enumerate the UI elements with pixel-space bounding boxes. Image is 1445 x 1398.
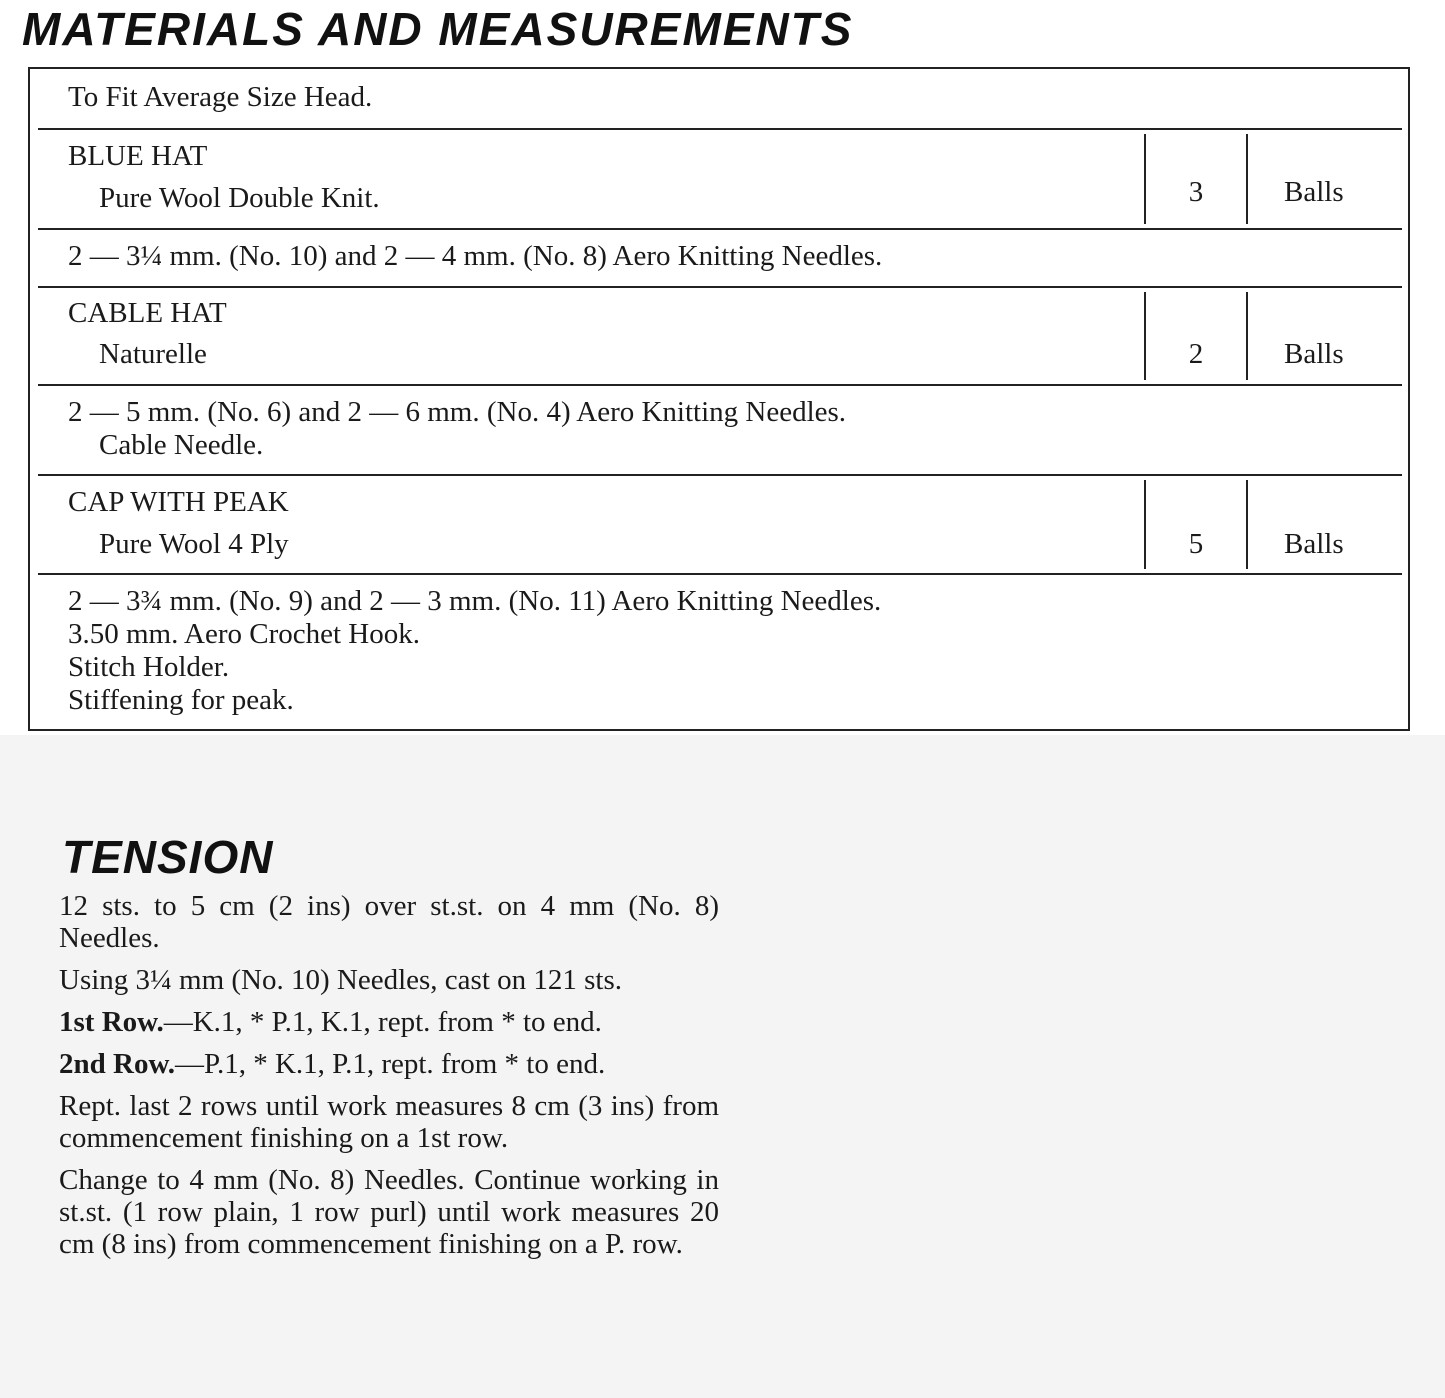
row-text: —K.1, * P.1, K.1, rept. from * to end. [163, 1006, 602, 1038]
quantity-cell [1144, 480, 1248, 569]
equipment-line: Stiffening for peak. [68, 684, 294, 716]
item-name: CAP WITH PEAK [68, 486, 289, 518]
equipment-row-cap-with-peak [38, 575, 1402, 725]
equipment-line: 2 — 3¼ mm. (No. 10) and 2 — 4 mm. (No. 8) Aero Knitting Needles. [68, 240, 883, 272]
tension-paragraph: Rept. last 2 rows until work measures 8 cm (3 ins) from commencement finishing on a 1st row. [59, 1090, 719, 1154]
quantity-cell [1144, 134, 1248, 224]
item-quantity: 3 [1188, 176, 1204, 208]
equipment-line: 3.50 mm. Aero Crochet Hook. [68, 618, 420, 650]
item-row-blue-hat [38, 130, 1402, 230]
item-name: CABLE HAT [68, 297, 227, 329]
tension-body [59, 890, 719, 1270]
row-label: 1st Row. [59, 1006, 164, 1038]
equipment-row-blue-hat [38, 230, 1402, 288]
row-instruction-2 [59, 1048, 719, 1080]
equipment-line: Cable Needle. [99, 429, 264, 461]
tension-paragraph: Using 3¼ mm (No. 10) Needles, cast on 121 sts. [59, 964, 623, 996]
item-row-cap-with-peak [38, 476, 1402, 575]
materials-table [28, 67, 1410, 731]
item-quantity: 5 [1188, 528, 1204, 560]
tension-paragraph: Change to 4 mm (No. 8) Needles. Continue working in st.st. (1 row plain, 1 row purl) until work measures 20 cm (8 ins) from commencement finishing on a P. row. [59, 1164, 719, 1260]
item-unit: Balls [1284, 176, 1344, 208]
fit-text: To Fit Average Size Head. [68, 81, 373, 113]
equipment-line: Stitch Holder. [68, 651, 230, 683]
item-row-cable-hat [38, 288, 1402, 386]
row-instruction-1 [59, 1006, 719, 1038]
equipment-row-cable-hat [38, 386, 1402, 476]
materials-title: MATERIALS AND MEASUREMENTS [22, 3, 854, 55]
item-yarn: Naturelle [99, 338, 207, 370]
equipment-line: 2 — 5 mm. (No. 6) and 2 — 6 mm. (No. 4) Aero Knitting Needles. [68, 396, 847, 428]
row-label: 2nd Row. [59, 1048, 176, 1080]
tension-paragraph: 12 sts. to 5 cm (2 ins) over st.st. on 4 mm (No. 8) Needles. [59, 890, 719, 954]
item-unit: Balls [1284, 338, 1344, 370]
fit-row [38, 69, 1402, 130]
item-name: BLUE HAT [68, 140, 208, 172]
item-yarn: Pure Wool 4 Ply [99, 528, 289, 560]
tension-title: TENSION [62, 831, 274, 883]
equipment-line: 2 — 3¾ mm. (No. 9) and 2 — 3 mm. (No. 11) Aero Knitting Needles. [68, 585, 882, 617]
row-text: —P.1, * K.1, P.1, rept. from * to end. [175, 1048, 606, 1080]
item-unit: Balls [1284, 528, 1344, 560]
quantity-cell [1144, 292, 1248, 380]
item-quantity: 2 [1188, 338, 1204, 370]
item-yarn: Pure Wool Double Knit. [99, 182, 380, 214]
